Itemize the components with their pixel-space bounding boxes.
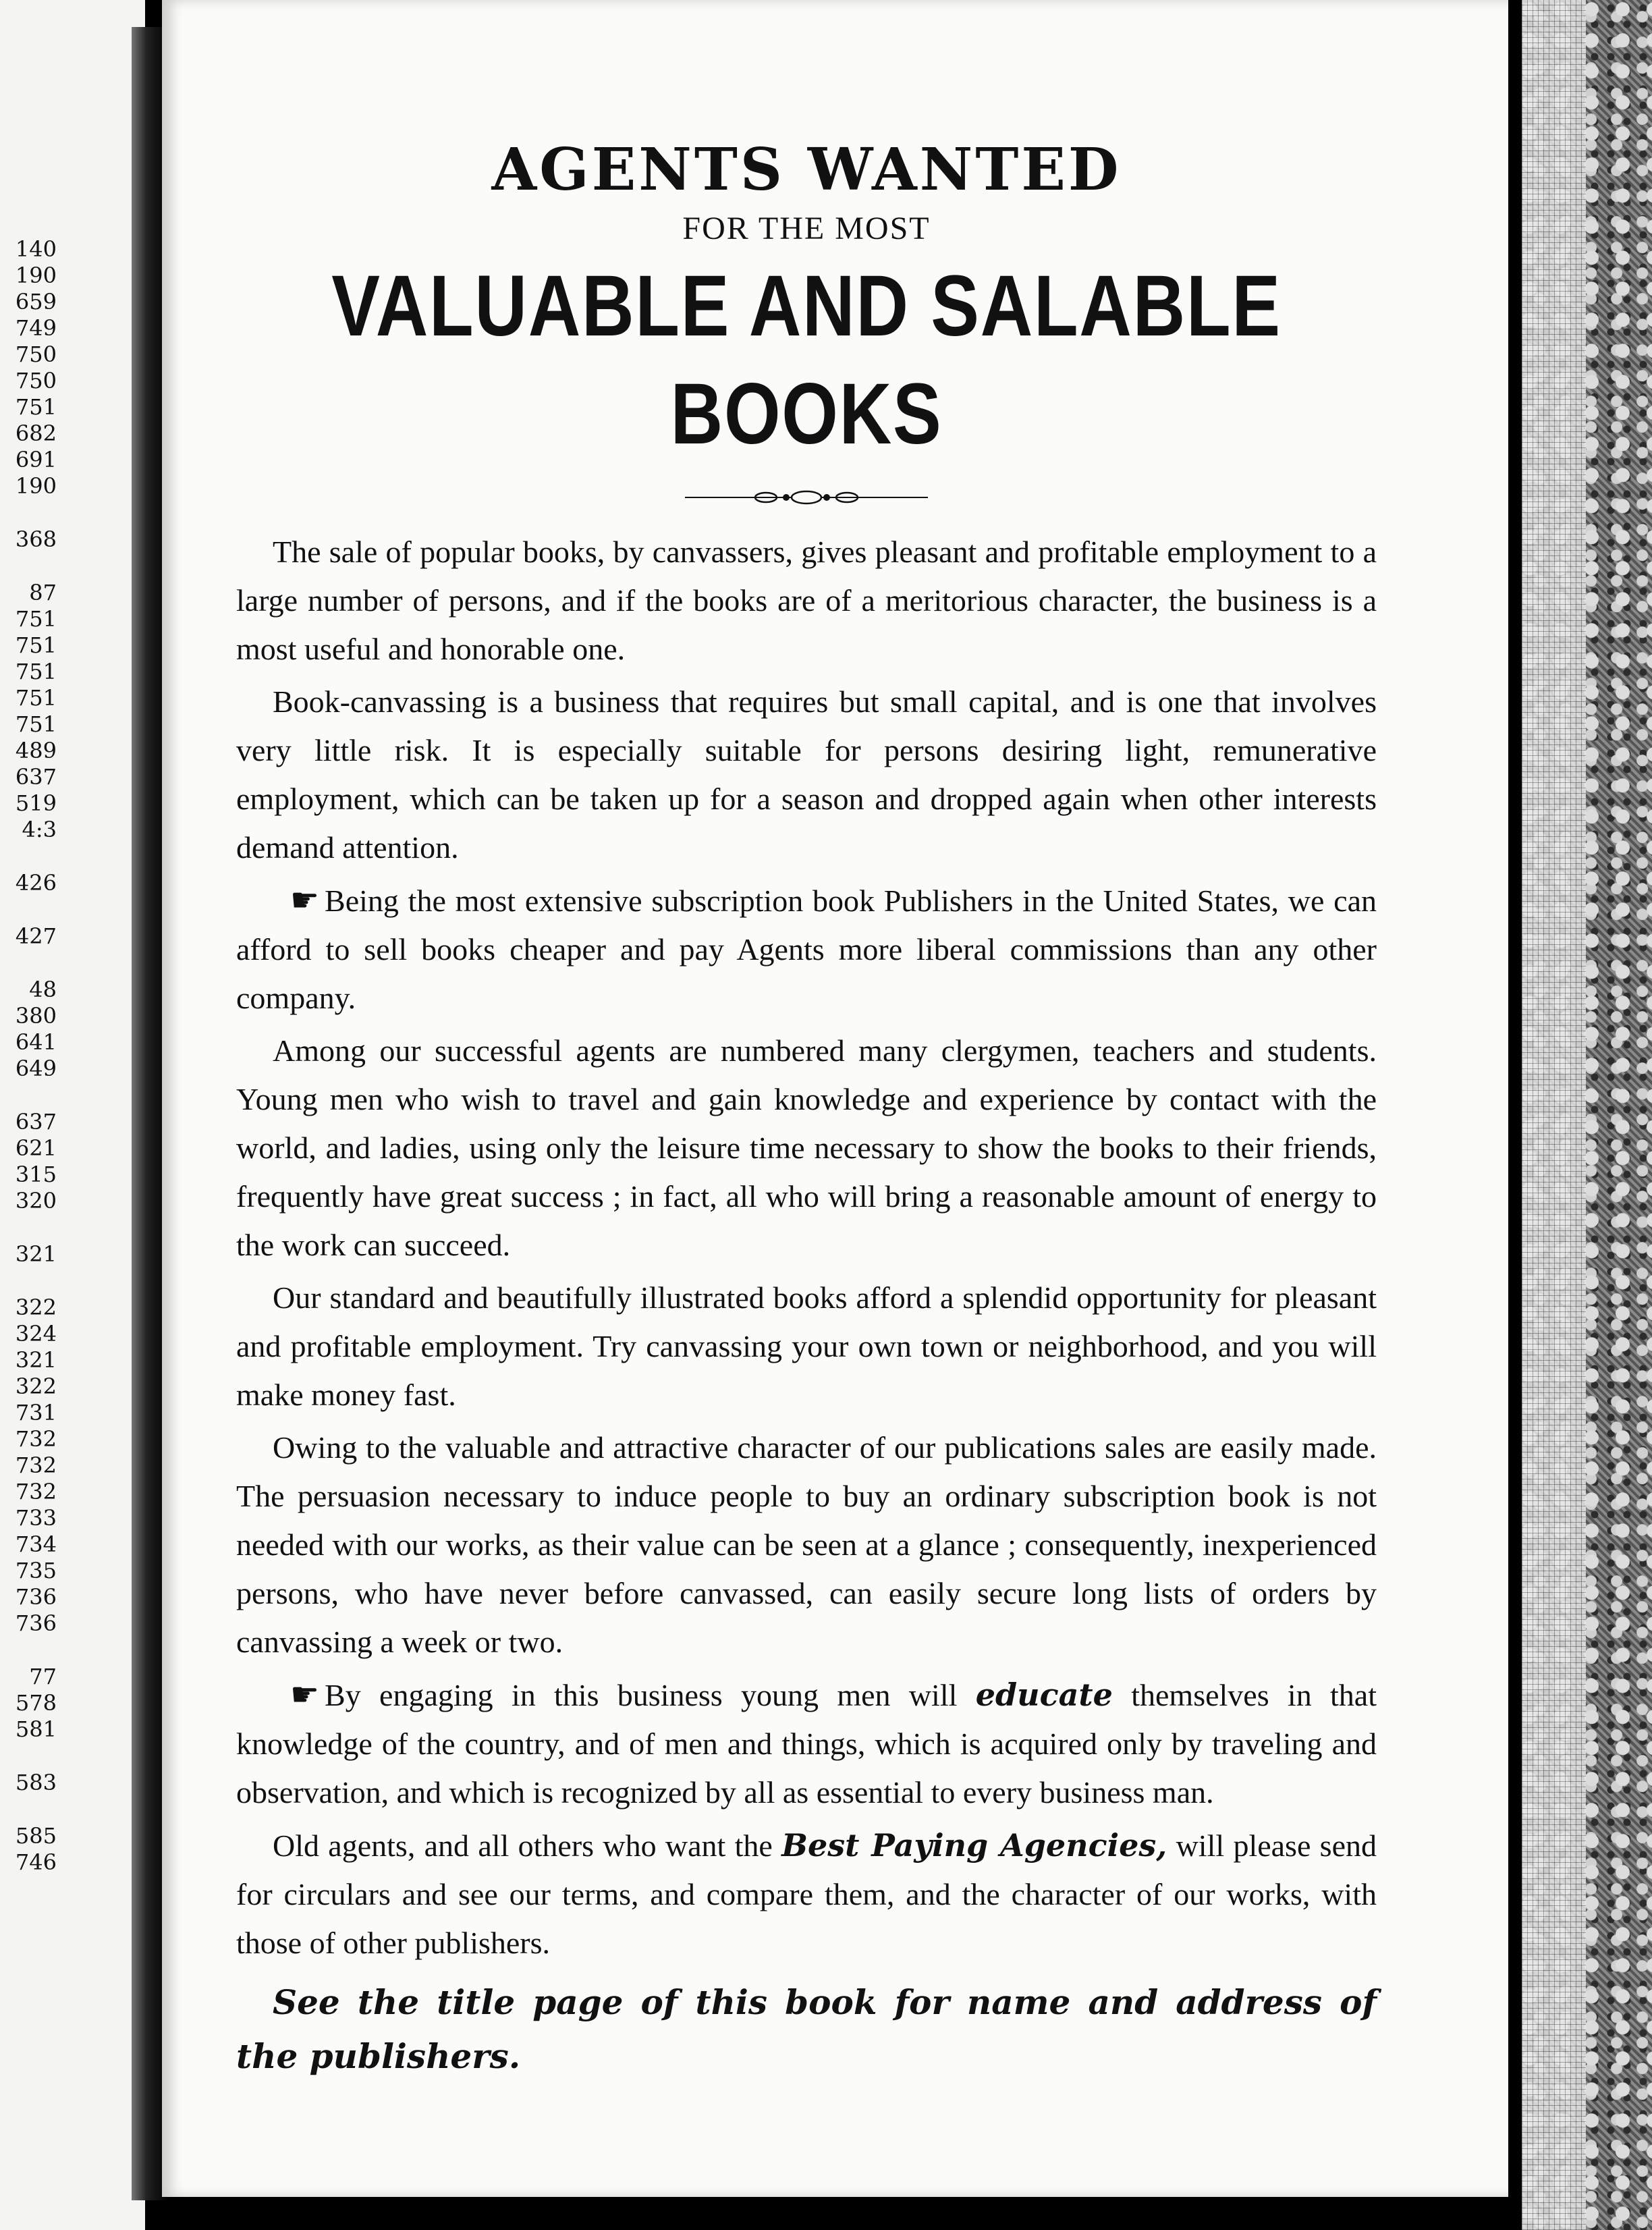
ornament-divider-icon [685,487,928,508]
index-number: 732 [15,1452,57,1478]
paragraph-1: The sale of popular books, by canvassers, gives pleasant and profitable employment to a large number of persons, and if the books are of a meritorious character, the business is a most useful and honorable one. [236,535,1377,666]
paragraph-8-text-a: Old agents, and all others who want the [273,1828,773,1863]
headline: AGENTS WANTED [491,136,1122,204]
paragraph-5: Our standard and beautifully illustrated books afford a splendid opportunity for pleasant and profitable employment. Try canvassing your own town or neighborhood, and you will make money fast. [236,1280,1377,1412]
left-facing-page [0,0,145,2230]
paragraph-3-text: Being the most extensive subscription book Publishers in the United States, we can afford to sell books cheaper and pay Agents more liberal commissions than any other company. [236,883,1377,1015]
page-title: VALUABLE AND SALABLE BOOKS [331,258,1282,462]
index-number: 519 [15,790,57,816]
index-number: 637 [15,764,57,790]
advertisement-page [162,0,1512,2197]
index-number: 733 [15,1505,57,1531]
closing-note: See the title page of this book for name and address of the publishers. [236,1982,1377,2076]
index-number: 426 [15,870,57,896]
index-number: 751 [15,606,57,632]
index-number: 583 [15,1770,57,1795]
index-number: 682 [15,420,57,446]
paragraph-7 [236,1670,1377,1817]
paragraph-8-emphasis: Best Paying Agencies, [781,1827,1167,1864]
index-number: 578 [15,1690,57,1716]
index-number: 751 [15,711,57,737]
index-number: 320 [15,1188,57,1214]
index-number: 736 [15,1610,57,1636]
paragraph-4: Among our successful agents are numbered many clergymen, teachers and students. Young men who wish to travel and gain knowledge and experience by contact with the world, and ladies, using only the leisure time necessary to show the books to their friends, frequently have great success ; in fact, all who will bring a reasonable amount of energy to the work can succeed. [236,1033,1377,1262]
index-number-column [9,236,57,1876]
index-number: 751 [15,685,57,711]
paragraph-8-text-b: will please send for circulars and see our terms, and compare them, and the character of our works, with those of other publishers. [236,1828,1377,1960]
index-number: 751 [15,394,57,420]
index-number: 731 [15,1400,57,1425]
pointing-hand-icon: ☛ [290,1676,320,1714]
page-content [236,135,1377,2084]
index-number: 87 [29,580,57,605]
index-number: 637 [15,1109,57,1135]
index-number: 732 [15,1479,57,1504]
index-number: 322 [15,1374,57,1399]
index-number: 735 [15,1558,57,1583]
index-number: 750 [15,342,57,367]
index-number: 321 [15,1347,57,1373]
index-number: 751 [15,632,57,658]
index-number: 322 [15,1295,57,1320]
index-number: 368 [15,526,57,552]
index-number: 749 [15,315,57,341]
index-number: 77 [29,1664,57,1689]
paragraph-7-text-b: themselves in that knowledge of the country, and of men and things, which is acquired only by traveling and observation, and which is recognized by all as essential to every business man. [236,1678,1377,1810]
paragraph-6: Owing to the valuable and attractive character of our publications sales are easily made. The persuasion necessary to induce people to buy an ordinary subscription book is not needed with our works, as their value can be seen at a glance ; consequently, inexperienced persons, who have never before canvassed, can easily secure long lists of orders by canvassing a week or two. [236,1430,1377,1659]
index-number: 751 [15,659,57,684]
index-number: 4:3 [22,817,57,842]
index-number: 48 [29,977,57,1002]
index-number: 746 [15,1849,57,1875]
subhead: FOR THE MOST [682,211,931,246]
index-number: 641 [15,1029,57,1055]
index-number: 750 [15,368,57,393]
index-number: 427 [15,923,57,949]
paragraph-2: Book-canvassing is a business that requires but small capital, and is one that involves very little risk. It is especially suitable for persons desiring light, remunerative employment, which can be taken up for a season and dropped again when other interests demand attention. [236,684,1377,865]
pointing-hand-icon: ☛ [290,881,320,919]
index-number: 190 [15,473,57,499]
index-number: 649 [15,1056,57,1081]
paragraph-3 [236,876,1377,1023]
index-number: 321 [15,1241,57,1267]
index-number: 732 [15,1426,57,1452]
index-number: 324 [15,1321,57,1347]
index-number: 736 [15,1584,57,1610]
index-number: 734 [15,1531,57,1557]
page-edge-shadow [1508,0,1523,2230]
index-number: 585 [15,1823,57,1849]
index-number: 190 [15,263,57,288]
index-number: 315 [15,1162,57,1187]
index-number: 621 [15,1135,57,1161]
index-number: 380 [15,1003,57,1029]
paragraph-7-text-a: By engaging in this business young men will [325,1678,958,1712]
index-number: 140 [15,236,57,262]
index-number: 489 [15,738,57,763]
paragraph-8 [236,1821,1377,1967]
index-number: 581 [15,1716,57,1742]
index-number: 691 [15,447,57,472]
grid-paper-edge [1522,0,1586,2230]
paragraph-7-emphasis: educate [975,1677,1113,1713]
index-number: 659 [15,289,57,315]
